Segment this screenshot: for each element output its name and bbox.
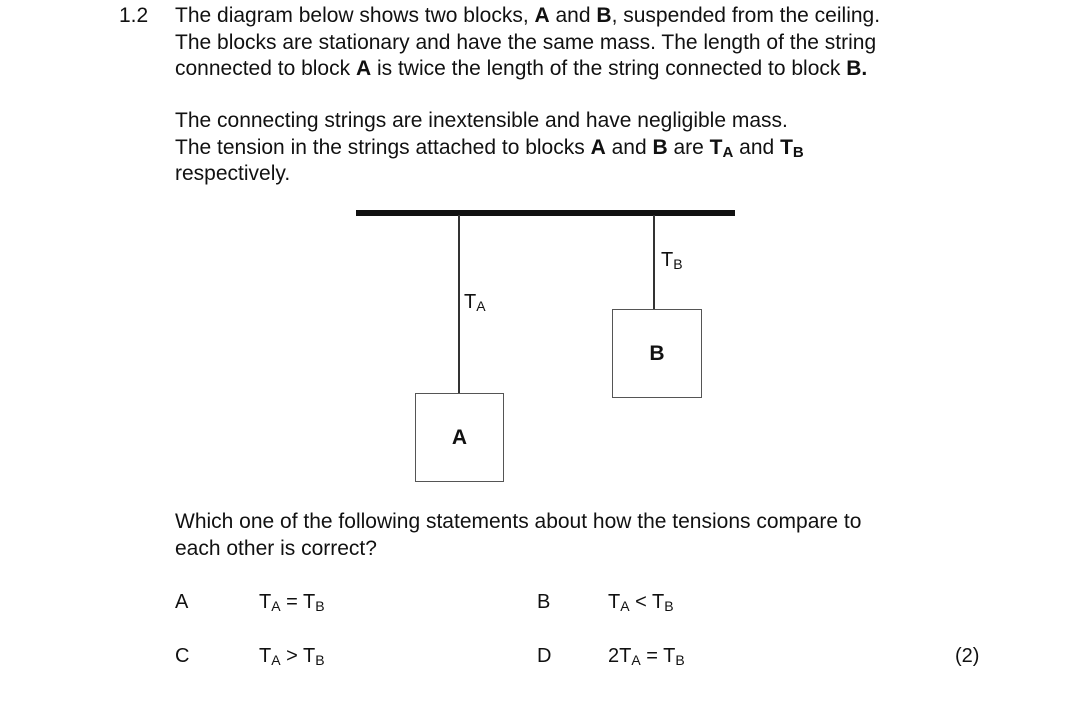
conditions-line-2 bbox=[175, 135, 804, 162]
option-c-letter[interactable]: C bbox=[175, 645, 190, 667]
t: T bbox=[259, 645, 272, 667]
block-b-ref: B bbox=[596, 4, 612, 27]
subscript: A bbox=[271, 652, 281, 668]
coefficient: 2 bbox=[608, 645, 620, 667]
intro-line-3 bbox=[175, 56, 880, 83]
t: T bbox=[780, 135, 793, 159]
question-number: 1.2 bbox=[119, 4, 149, 27]
marks-allocation: (2) bbox=[955, 645, 980, 667]
subscript: A bbox=[476, 298, 486, 314]
subscript: B bbox=[792, 143, 804, 161]
t: T bbox=[464, 291, 477, 313]
t: T bbox=[303, 645, 316, 667]
tension-a-symbol bbox=[710, 136, 734, 159]
t: T bbox=[608, 591, 621, 613]
tension-a-label bbox=[464, 291, 486, 313]
text: The tension in the strings attached to blocks bbox=[175, 135, 591, 159]
subscript: B bbox=[315, 598, 325, 614]
subscript: A bbox=[271, 598, 281, 614]
subscript: A bbox=[722, 143, 734, 161]
subscript: B bbox=[664, 598, 674, 614]
t: T bbox=[259, 591, 272, 613]
text: and bbox=[733, 135, 781, 159]
block-b bbox=[612, 309, 702, 398]
string-b bbox=[653, 215, 655, 309]
option-a-expression[interactable] bbox=[259, 590, 325, 614]
option-d-expression[interactable] bbox=[608, 644, 685, 668]
operator: = bbox=[640, 645, 664, 667]
t: T bbox=[663, 645, 676, 667]
text: and bbox=[605, 135, 653, 159]
intro-line-2: The blocks are stationary and have the same mass. The length of the string bbox=[175, 30, 877, 54]
t: T bbox=[303, 591, 316, 613]
option-b-expression[interactable] bbox=[608, 590, 674, 614]
ceiling-bar bbox=[356, 210, 735, 216]
t: T bbox=[652, 591, 665, 613]
prompt-line-2: each other is correct? bbox=[175, 536, 377, 560]
option-b-letter[interactable]: B bbox=[537, 591, 551, 613]
block-a-label: A bbox=[451, 425, 468, 449]
option-c-expression[interactable] bbox=[259, 644, 325, 668]
subscript: A bbox=[631, 652, 641, 668]
conditions-line-3: respectively. bbox=[175, 162, 291, 185]
question-intro bbox=[175, 3, 880, 83]
question-conditions bbox=[175, 108, 804, 188]
question-prompt bbox=[175, 509, 861, 562]
operator: = bbox=[280, 591, 303, 613]
subscript: A bbox=[620, 598, 630, 614]
tension-b-label bbox=[661, 249, 683, 271]
text: are bbox=[667, 135, 710, 159]
text: and bbox=[549, 4, 597, 27]
option-d-letter[interactable]: D bbox=[537, 645, 552, 667]
block-b-ref: B bbox=[652, 135, 668, 159]
t: T bbox=[619, 645, 632, 667]
t: T bbox=[661, 249, 674, 271]
subscript: B bbox=[673, 256, 683, 272]
block-a-ref: A bbox=[534, 4, 550, 27]
option-a-letter[interactable]: A bbox=[175, 591, 189, 613]
block-b-ref: B. bbox=[846, 57, 868, 80]
operator: > bbox=[280, 645, 303, 667]
t: T bbox=[709, 135, 723, 159]
tension-b-symbol bbox=[780, 136, 804, 159]
intro-line-1 bbox=[175, 3, 880, 30]
subscript: B bbox=[675, 652, 685, 668]
text: , suspended from the ceiling. bbox=[611, 4, 881, 27]
prompt-line-1: Which one of the following statements about how the tensions compare to bbox=[175, 510, 862, 533]
text: connected to block bbox=[175, 57, 356, 80]
string-a bbox=[458, 215, 460, 393]
operator: < bbox=[629, 591, 652, 613]
conditions-line-1: The connecting strings are inextensible and have negligible mass. bbox=[175, 109, 788, 132]
subscript: B bbox=[315, 652, 325, 668]
block-b-label: B bbox=[649, 341, 665, 365]
block-a bbox=[415, 393, 504, 482]
block-a-ref: A bbox=[355, 57, 372, 80]
text: The diagram below shows two blocks, bbox=[175, 4, 535, 27]
block-a-ref: A bbox=[590, 135, 606, 159]
text: is twice the length of the string connected to block bbox=[371, 57, 847, 80]
